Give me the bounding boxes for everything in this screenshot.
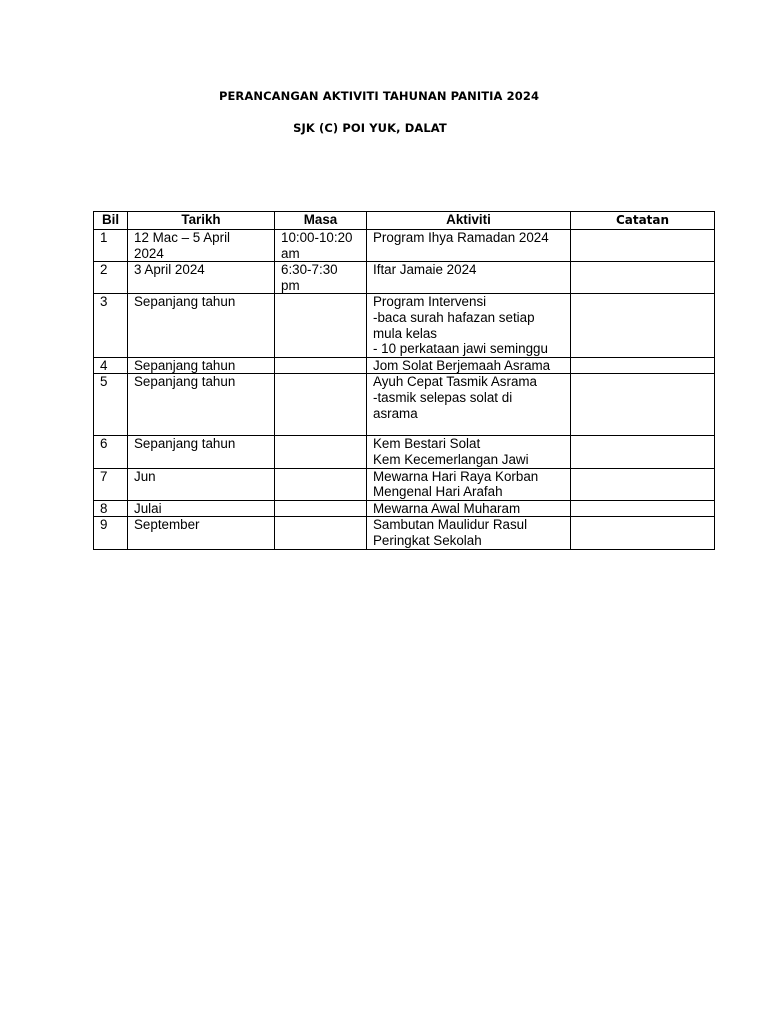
school-name: SJK (C) POI YUK, DALAT — [293, 121, 447, 135]
table-row — [94, 230, 715, 262]
cell-aktiviti — [367, 357, 571, 374]
aktiviti-line: - 10 perkataan jawi seminggu — [373, 341, 548, 357]
table-row — [94, 500, 715, 517]
cell-catatan — [571, 436, 715, 468]
tarikh-line: Sepanjang tahun — [134, 294, 236, 310]
cell-masa — [275, 517, 367, 549]
header-tarikh: Tarikh — [128, 212, 275, 230]
cell-tarikh — [128, 357, 275, 374]
aktiviti-line: Mewarna Awal Muharam — [373, 500, 521, 516]
tarikh-line: Sepanjang tahun — [134, 374, 236, 390]
cell-tarikh — [128, 436, 275, 468]
cell-aktiviti — [367, 468, 571, 500]
cell-catatan — [571, 374, 715, 436]
tarikh-line: Sepanjang tahun — [134, 436, 236, 452]
cell-tarikh — [128, 374, 275, 436]
cell-bil: 6 — [94, 436, 128, 468]
cell-masa — [275, 436, 367, 468]
masa-line: am — [281, 245, 300, 261]
cell-aktiviti — [367, 230, 571, 262]
tarikh-line: 3 April 2024 — [134, 262, 205, 278]
aktiviti-line: Iftar Jamaie 2024 — [373, 262, 477, 278]
header-catatan: Catatan — [571, 212, 715, 230]
cell-masa — [275, 262, 367, 294]
cell-bil: 1 — [94, 230, 128, 262]
tarikh-line: Julai — [134, 500, 162, 516]
aktiviti-line: Kem Kecemerlangan Jawi — [373, 451, 529, 467]
cell-tarikh — [128, 230, 275, 262]
table-body — [94, 230, 715, 550]
cell-bil: 3 — [94, 294, 128, 357]
cell-tarikh — [128, 517, 275, 549]
cell-bil: 7 — [94, 468, 128, 500]
cell-tarikh — [128, 262, 275, 294]
cell-aktiviti — [367, 262, 571, 294]
tarikh-line: Jun — [134, 468, 156, 484]
cell-tarikh — [128, 500, 275, 517]
aktiviti-line: Peringkat Sekolah — [373, 532, 482, 548]
header-bil: Bil — [94, 212, 128, 230]
cell-tarikh — [128, 468, 275, 500]
cell-masa — [275, 357, 367, 374]
aktiviti-line: -tasmik selepas solat di — [373, 389, 513, 405]
aktiviti-line: Mewarna Hari Raya Korban — [373, 468, 539, 484]
cell-bil: 8 — [94, 500, 128, 517]
table-row — [94, 468, 715, 500]
aktiviti-line: Ayuh Cepat Tasmik Asrama — [373, 374, 537, 390]
aktiviti-line: Mengenal Hari Arafah — [373, 484, 503, 500]
cell-tarikh — [128, 294, 275, 357]
header-aktiviti: Aktiviti — [367, 212, 571, 230]
cell-masa — [275, 374, 367, 436]
masa-line: 6:30-7:30 — [281, 262, 338, 278]
table-row — [94, 436, 715, 468]
cell-bil: 5 — [94, 374, 128, 436]
cell-bil: 2 — [94, 262, 128, 294]
cell-aktiviti — [367, 374, 571, 436]
cell-bil: 9 — [94, 517, 128, 549]
table-row — [94, 374, 715, 436]
cell-aktiviti — [367, 500, 571, 517]
table-row — [94, 357, 715, 374]
cell-bil: 4 — [94, 357, 128, 374]
aktiviti-line: Program Intervensi — [373, 294, 487, 310]
table-row — [94, 262, 715, 294]
cell-masa — [275, 230, 367, 262]
table-row — [94, 294, 715, 357]
header-masa: Masa — [275, 212, 367, 230]
aktiviti-line: Kem Bestari Solat — [373, 436, 481, 452]
tarikh-line: 12 Mac – 5 April — [134, 230, 231, 245]
aktiviti-line: mula kelas — [373, 325, 438, 341]
masa-line: pm — [281, 277, 300, 293]
cell-aktiviti — [367, 436, 571, 468]
aktiviti-line: Jom Solat Berjemaah Asrama — [373, 357, 551, 373]
table-row — [94, 517, 715, 549]
cell-masa — [275, 468, 367, 500]
tarikh-line: 2024 — [134, 245, 164, 261]
cell-masa — [275, 500, 367, 517]
masa-line: 10:00-10:20 — [281, 230, 353, 245]
aktiviti-line: -baca surah hafazan setiap — [373, 309, 535, 325]
tarikh-line: September — [134, 517, 200, 533]
cell-catatan — [571, 517, 715, 549]
cell-aktiviti — [367, 517, 571, 549]
tarikh-line: Sepanjang tahun — [134, 357, 236, 373]
aktiviti-line: Program Ihya Ramadan 2024 — [373, 230, 549, 245]
cell-catatan — [571, 294, 715, 357]
cell-aktiviti — [367, 294, 571, 357]
aktiviti-line: asrama — [373, 405, 418, 421]
cell-catatan — [571, 357, 715, 374]
document-title: PERANCANGAN AKTIVITI TAHUNAN PANITIA 2024 — [218, 89, 540, 103]
cell-catatan — [571, 262, 715, 294]
cell-catatan — [571, 468, 715, 500]
cell-catatan — [571, 500, 715, 517]
table-header-row — [94, 212, 715, 230]
cell-catatan — [571, 230, 715, 262]
activity-plan-table — [93, 211, 715, 550]
cell-masa — [275, 294, 367, 357]
aktiviti-line: Sambutan Maulidur Rasul — [373, 517, 528, 533]
